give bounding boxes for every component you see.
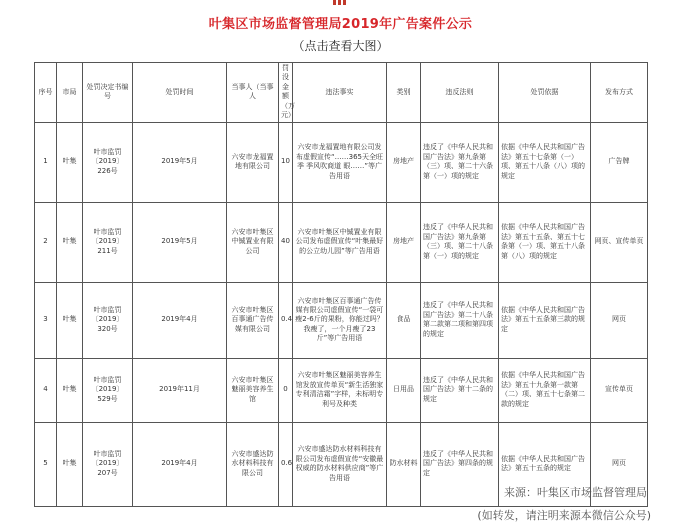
- cell-law: 违反了《中华人民共和国广告法》第十二条的规定: [421, 358, 499, 422]
- cell-decision: 叶市监罚〔2019〕226号: [83, 122, 133, 202]
- cell-law: 违反了《中华人民共和国广告法》第九条第（三）项、第二十八条第（一）项的规定: [421, 202, 499, 282]
- cell-basis: 依据《中华人民共和国广告法》第五十五条的规定: [499, 422, 591, 506]
- cell-date: 2019年5月: [133, 202, 227, 282]
- cell-party: 六安市叶集区魅丽美容养生馆: [227, 358, 279, 422]
- cell-fact: 六安市叶集区百事通广告传媒有限公司虚假宣传“一袋可瘦2-6斤的果粉，你能过吗？我瘦了，一个月瘦了23斤”等广告用语: [293, 282, 387, 358]
- cell-law: 违反了《中华人民共和国广告法》第九条第（三）项、第二十六条第（一）项的规定: [421, 122, 499, 202]
- repost-note: (如转发，请注明来源本微信公众号): [477, 509, 651, 522]
- header-basis: 处罚依据: [499, 63, 591, 123]
- header-party: 当事人（当事人: [227, 63, 279, 123]
- header-date: 处罚时间: [133, 63, 227, 123]
- cell-basis: 依据《中华人民共和国广告法》第五十五条第三款的规定: [499, 282, 591, 358]
- cell-basis: 依据《中华人民共和国广告法》第五十九条第一款第（二）项、第五十七条第二款的规定: [499, 358, 591, 422]
- cell-fact: 六安市叶集区魅丽美容养生馆发放宣传单页“新生活独家专利清洁霜”字样，未标明专利号及种类: [293, 358, 387, 422]
- cell-method: 网页: [591, 282, 648, 358]
- cell-method: 广告牌: [591, 122, 648, 202]
- cell-category: 日用品: [387, 358, 421, 422]
- cell-fact: 六安市叶集区中铖置业有限公司发布虚假宣传“叶集最好的公立幼儿园”等广告用语: [293, 202, 387, 282]
- cell-amount: 0.4: [279, 282, 293, 358]
- cell-party: 六安市龙福置地有限公司: [227, 122, 279, 202]
- table-row: [35, 358, 648, 422]
- cell-bureau: 叶集: [57, 122, 83, 202]
- cell-basis: 依据《中华人民共和国广告法》第五十五条、第五十七条第（一）项、第五十八条第（八）项的规定: [499, 202, 591, 282]
- header-no: 序号: [35, 63, 57, 123]
- table-row: [35, 282, 648, 358]
- cell-no: 5: [35, 422, 57, 506]
- header-amount: 罚没金额（万元）: [279, 63, 293, 123]
- cell-bureau: 叶集: [57, 422, 83, 506]
- cell-decision: 叶市监罚〔2019〕529号: [83, 358, 133, 422]
- cell-party: 六安市叶集区中铖置业有限公司: [227, 202, 279, 282]
- table-header-row: [35, 63, 648, 123]
- cell-date: 2019年11月: [133, 358, 227, 422]
- header-method: 发布方式: [591, 63, 648, 123]
- cell-date: 2019年5月: [133, 122, 227, 202]
- cell-no: 2: [35, 202, 57, 282]
- cell-method: 网页、宣传单页: [591, 202, 648, 282]
- cell-bureau: 叶集: [57, 202, 83, 282]
- cell-amount: 0.6: [279, 422, 293, 506]
- cell-basis: 依据《中华人民共和国广告法》第五十七条第（一）项、第五十八条（八）项的规定: [499, 122, 591, 202]
- cell-amount: 0: [279, 358, 293, 422]
- cell-no: 3: [35, 282, 57, 358]
- header-law: 违反法则: [421, 63, 499, 123]
- cell-decision: 叶市监罚〔2019〕320号: [83, 282, 133, 358]
- cell-decision: 叶市监罚〔2019〕211号: [83, 202, 133, 282]
- cell-bureau: 叶集: [57, 358, 83, 422]
- cell-category: 防水材料: [387, 422, 421, 506]
- cell-category: 食品: [387, 282, 421, 358]
- cell-decision: 叶市监罚〔2019〕207号: [83, 422, 133, 506]
- cell-law: 违反了《中华人民共和国广告法》第四条的规定: [421, 422, 499, 506]
- cell-no: 1: [35, 122, 57, 202]
- cell-no: 4: [35, 358, 57, 422]
- cell-category: 房地产: [387, 122, 421, 202]
- cell-bureau: 叶集: [57, 282, 83, 358]
- header-category: 类别: [387, 63, 421, 123]
- cell-fact: 六安市龙福置地有限公司发布虚假宣传“……365天全旺季 季风吹商道 眼……”等广告用语: [293, 122, 387, 202]
- header-fact: 违法事实: [293, 63, 387, 123]
- cell-amount: 10: [279, 122, 293, 202]
- cell-date: 2019年4月: [133, 422, 227, 506]
- table-row: [35, 122, 648, 202]
- cell-party: 六安市盛达防水材料科技有限公司: [227, 422, 279, 506]
- cell-date: 2019年4月: [133, 282, 227, 358]
- cell-method: 网页: [591, 422, 648, 506]
- header-decision: 处罚决定书编号: [83, 63, 133, 123]
- table-row: [35, 202, 648, 282]
- source-credit: 来源：叶集区市场监督管理局: [504, 486, 647, 499]
- cell-fact: 六安市盛达防水材料科技有限公司发布虚假宣传“安徽最权威的防水材料供应商”等广告用语: [293, 422, 387, 506]
- cell-law: 违反了《中华人民共和国广告法》第二十八条第二款第二项和第四项的规定: [421, 282, 499, 358]
- cell-amount: 40: [279, 202, 293, 282]
- cell-category: 房地产: [387, 202, 421, 282]
- top-decoration: [333, 0, 347, 5]
- case-table: [34, 62, 648, 507]
- cell-party: 六安市叶集区百事通广告传媒有限公司: [227, 282, 279, 358]
- page-title: 叶集区市场监督管理局2019年广告案件公示: [208, 17, 473, 32]
- cell-method: 宣传单页: [591, 358, 648, 422]
- view-large-image-link[interactable]: （点击查看大图）: [292, 39, 389, 53]
- header-bureau: 市局: [57, 63, 83, 123]
